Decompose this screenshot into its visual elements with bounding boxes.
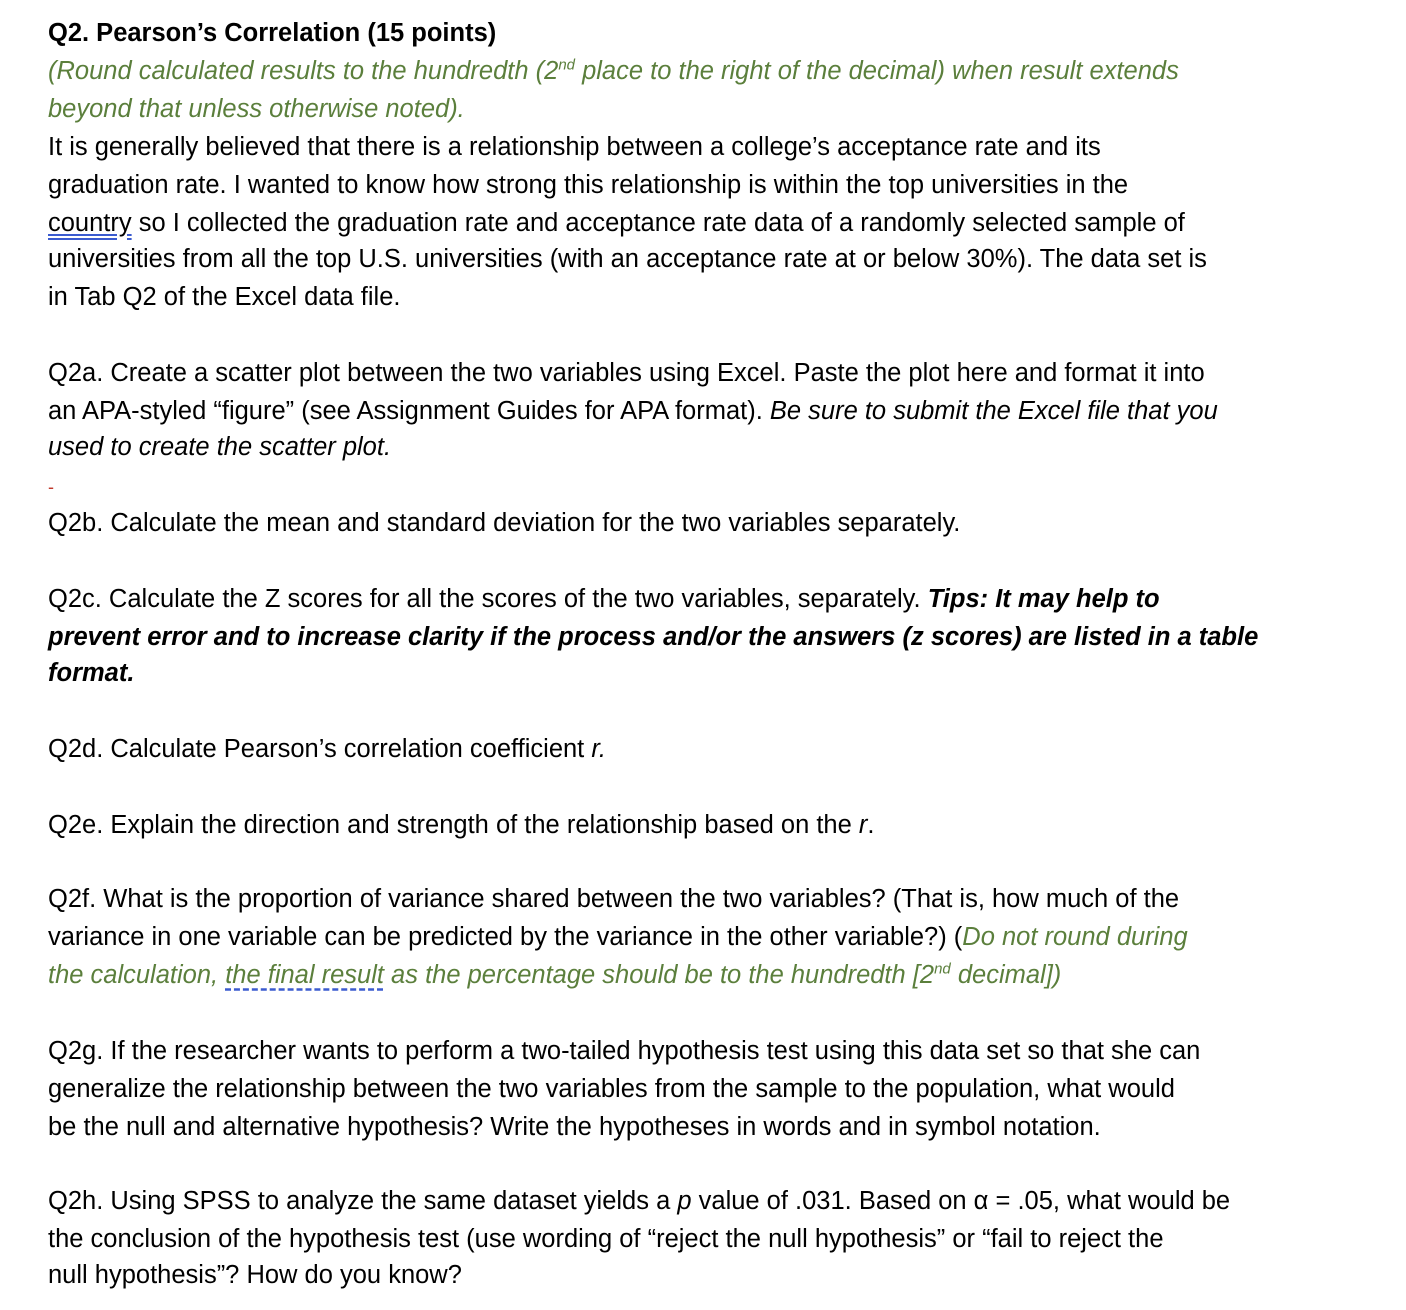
q2h-text: value of .031. Based on α = .05, what would be [691, 1187, 1231, 1215]
q2c-line-2: prevent error and to increase clarity if the process and/or the answers (z scores) are listed in a table [48, 623, 1259, 651]
intro-text: so I collected the graduation rate and acceptance rate data of a randomly selected sample of [131, 209, 1185, 237]
grammar-flagged-phrase[interactable]: the final result [225, 961, 384, 989]
q2b-line-1: Q2b. Calculate the mean and standard deviation for the two variables separately. [48, 509, 961, 537]
question-title: Q2. Pearson’s Correlation (15 points) [48, 19, 497, 47]
q2a-line-1: Q2a. Create a scatter plot between the two variables using Excel. Paste the plot here and format it into [48, 359, 1205, 387]
superscript: nd [558, 56, 575, 74]
q2a-text: an APA-styled “figure” (see Assignment Guides for APA format). [48, 397, 770, 425]
q2c-line-3: format. [48, 659, 135, 687]
revision-mark: - [48, 477, 54, 497]
q2f-green-text: decimal]) [950, 961, 1062, 989]
intro-line-5: in Tab Q2 of the Excel data file. [48, 283, 401, 311]
q2c-tip-text: Tips: It may help to [927, 585, 1160, 613]
q2h-line-1 [48, 1182, 1230, 1220]
q2a-line-3: used to create the scatter plot. [48, 433, 392, 461]
instruction-text: place to the right of the decimal) when result extends [575, 57, 1179, 85]
q2c-line-1 [48, 580, 1160, 618]
q2e-line-1 [48, 806, 874, 844]
q2f-green-text: as the percentage should be to the hundredth [2 [383, 961, 935, 989]
grammar-flagged-word[interactable]: country [48, 209, 132, 237]
q2e-text: Q2e. Explain the direction and strength of the relationship based on the [48, 811, 859, 839]
rounding-instruction-line-1 [48, 52, 1179, 90]
rounding-instruction-line-2: beyond that unless otherwise noted). [48, 95, 465, 123]
q2f-green-text: the calculation, [48, 961, 226, 989]
intro-line-4: universities from all the top U.S. universities (with an acceptance rate at or below 30%). The data set is [48, 245, 1207, 273]
q2f-line-2 [48, 918, 1188, 956]
instruction-text: (Round calculated results to the hundredth (2 [48, 57, 559, 85]
superscript: nd [934, 960, 951, 978]
intro-line-3 [48, 204, 1185, 242]
q2h-text: Q2h. Using SPSS to analyze the same dataset yields a [48, 1187, 678, 1215]
q2c-text: Q2c. Calculate the Z scores for all the scores of the two variables, separately. [48, 585, 928, 613]
q2e-period: . [867, 811, 875, 839]
q2e-italic-r: r [858, 811, 868, 839]
q2d-text: Q2d. Calculate Pearson’s correlation coefficient [48, 735, 592, 763]
q2f-text: variance in one variable can be predicted by the variance in the other variable?) ( [48, 923, 963, 951]
q2d-line-1 [48, 730, 606, 768]
q2h-italic-p: p [677, 1187, 692, 1215]
q2d-italic-r: r. [591, 735, 606, 763]
q2g-line-2: generalize the relationship between the two variables from the sample to the population, what would [48, 1075, 1175, 1103]
q2h-line-3: null hypothesis”? How do you know? [48, 1261, 462, 1289]
intro-line-2: graduation rate. I wanted to know how strong this relationship is within the top universities in the [48, 171, 1129, 199]
q2f-line-1: Q2f. What is the proportion of variance shared between the two variables? (That is, how much of the [48, 885, 1180, 913]
q2f-line-3 [48, 956, 1061, 994]
q2a-italic-text: Be sure to submit the Excel file that you [769, 397, 1218, 425]
q2g-line-1: Q2g. If the researcher wants to perform a two-tailed hypothesis test using this data set so that she can [48, 1037, 1201, 1065]
intro-line-1: It is generally believed that there is a relationship between a college’s acceptance rate and its [48, 133, 1101, 161]
q2g-line-3: be the null and alternative hypothesis? Write the hypotheses in words and in symbol notation. [48, 1113, 1101, 1141]
q2f-green-text: Do not round during [962, 923, 1188, 951]
q2h-line-2: the conclusion of the hypothesis test (use wording of “reject the null hypothesis” or “fail to reject the [48, 1225, 1164, 1253]
q2a-line-2 [48, 392, 1218, 430]
